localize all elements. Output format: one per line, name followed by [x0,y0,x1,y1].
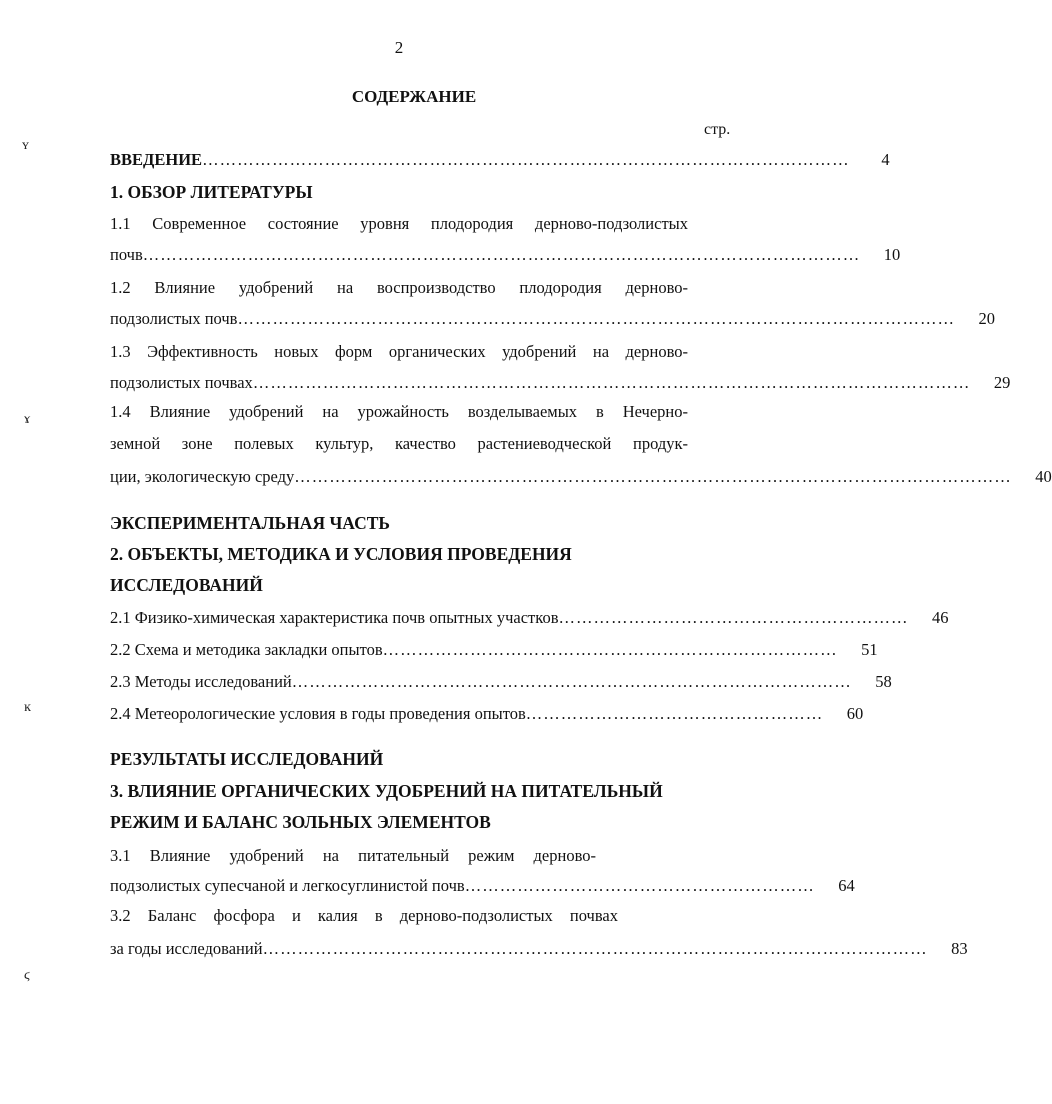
toc-page-number: 51 [861,640,878,659]
leader-dots: …………………………………………… [525,704,824,723]
experimental-part-heading: ЭКСПЕРИМЕНТАЛЬНАЯ ЧАСТЬ [110,513,390,533]
chapter-2-heading-line2: ИССЛЕДОВАНИЙ [110,575,263,595]
chapter-3-heading-line1: 3. ВЛИЯНИЕ ОРГАНИЧЕСКИХ УДОБРЕНИЙ НА ПИТАТЕЛЬНЫЙ [110,781,663,801]
toc-entry-1-1-line1: 1.1 Современное состояние уровня плодородия дерново-подзолистых [110,214,688,233]
toc-entry-3-2[interactable] [110,934,968,964]
toc-entry-title: 2.3 Методы исследований [110,672,292,691]
scan-mark: ʏ [22,138,29,153]
leader-dots: …………………………………………………………………………………………………………… [294,467,1012,486]
toc-entry-1-3[interactable] [110,368,1011,398]
leader-dots: …………………………………………………………………… [382,640,838,659]
toc-entry-intro[interactable] [110,145,890,175]
toc-page-number: 58 [875,672,892,691]
toc-entry-3-2-line1: 3.2 Баланс фосфора и калия в дерново-подзолистых почвах [110,906,618,925]
leader-dots: …………………………………………………… [558,608,909,627]
page-column-label: стр. [704,121,731,138]
toc-entry-1-4[interactable] [110,462,1052,492]
toc-entry-3-1-line1: 3.1 Влияние удобрений на питательный режим дерново- [110,846,596,865]
page-title: СОДЕРЖАНИЕ [351,87,477,106]
toc-entry-1-2[interactable] [110,304,995,334]
toc-page-number: 4 [881,150,890,169]
toc-entry-2-1[interactable] [110,603,949,633]
toc-entry-title: подзолистых супесчаной и легкосуглинистой почв [110,876,465,895]
toc-page-number: 64 [838,876,855,895]
scan-mark: ĸ [24,700,31,715]
toc-entry-2-4[interactable] [110,699,864,729]
toc-entry-title: подзолистых почв [110,309,238,328]
toc-page-number: 20 [978,309,995,328]
toc-entry-2-3[interactable] [110,667,892,697]
toc-page-number: 60 [846,704,864,723]
toc-entry-1-2-line1: 1.2 Влияние удобрений на воспроизводство плодородия дерново- [110,278,688,297]
toc-page-number: 46 [931,608,949,627]
toc-entry-title: 2.4 Метеорологические условия в годы проведения опытов [110,704,526,723]
toc-entry-title: ВВЕДЕНИЕ [110,150,203,169]
toc-entry-2-2[interactable] [110,635,878,665]
leader-dots: …………………………………………………………………………………………………… [262,939,928,958]
chapter-2-heading-line1: 2. ОБЪЕКТЫ, МЕТОДИКА И УСЛОВИЯ ПРОВЕДЕНИЯ [110,544,572,564]
leader-dots: ………………………………………………………………………………………………… [202,150,850,169]
leader-dots: …………………………………………………………………………………………………………… [142,245,861,264]
toc-page-number: 10 [883,245,901,264]
toc-page-number: 83 [951,939,968,958]
toc-entry-1-4-line1: 1.4 Влияние удобрений на урожайность возделываемых в Нечерно- [110,402,688,421]
toc-entry-title: за годы исследований [110,939,263,958]
leader-dots: …………………………………………………… [464,876,815,895]
leader-dots: …………………………………………………………………………………… [291,672,852,691]
chapter-1-heading: 1. ОБЗОР ЛИТЕРАТУРЫ [110,182,313,202]
toc-entry-3-1[interactable] [110,871,855,901]
scan-mark: ɤ [24,412,31,427]
toc-page-number: 40 [1035,467,1052,486]
toc-entry-title: подзолистых почвах [110,373,253,392]
leader-dots: …………………………………………………………………………………………………………… [237,309,955,328]
toc-page-number: 29 [993,373,1011,392]
toc-entry-title: ции, экологическую среду [110,467,295,486]
toc-entry-title: почв [110,245,143,264]
chapter-3-heading-line2: РЕЖИМ И БАЛАНС ЗОЛЬНЫХ ЭЛЕМЕНТОВ [110,812,491,832]
toc-entry-title: 2.2 Схема и методика закладки опытов [110,640,383,659]
toc-entry-1-4-line2: земной зоне полевых культур, качество растениеводческой продук- [110,434,688,453]
toc-entry-1-1[interactable] [110,240,901,270]
leader-dots: …………………………………………………………………………………………………………… [252,373,971,392]
results-heading: РЕЗУЛЬТАТЫ ИССЛЕДОВАНИЙ [110,749,384,769]
scan-mark: ϛ [24,968,30,983]
page-number: 2 [394,38,404,57]
toc-entry-title: 2.1 Физико-химическая характеристика почв опытных участков [110,608,559,627]
toc-entry-1-3-line1: 1.3 Эффективность новых форм органических удобрений на дерново- [110,342,688,361]
